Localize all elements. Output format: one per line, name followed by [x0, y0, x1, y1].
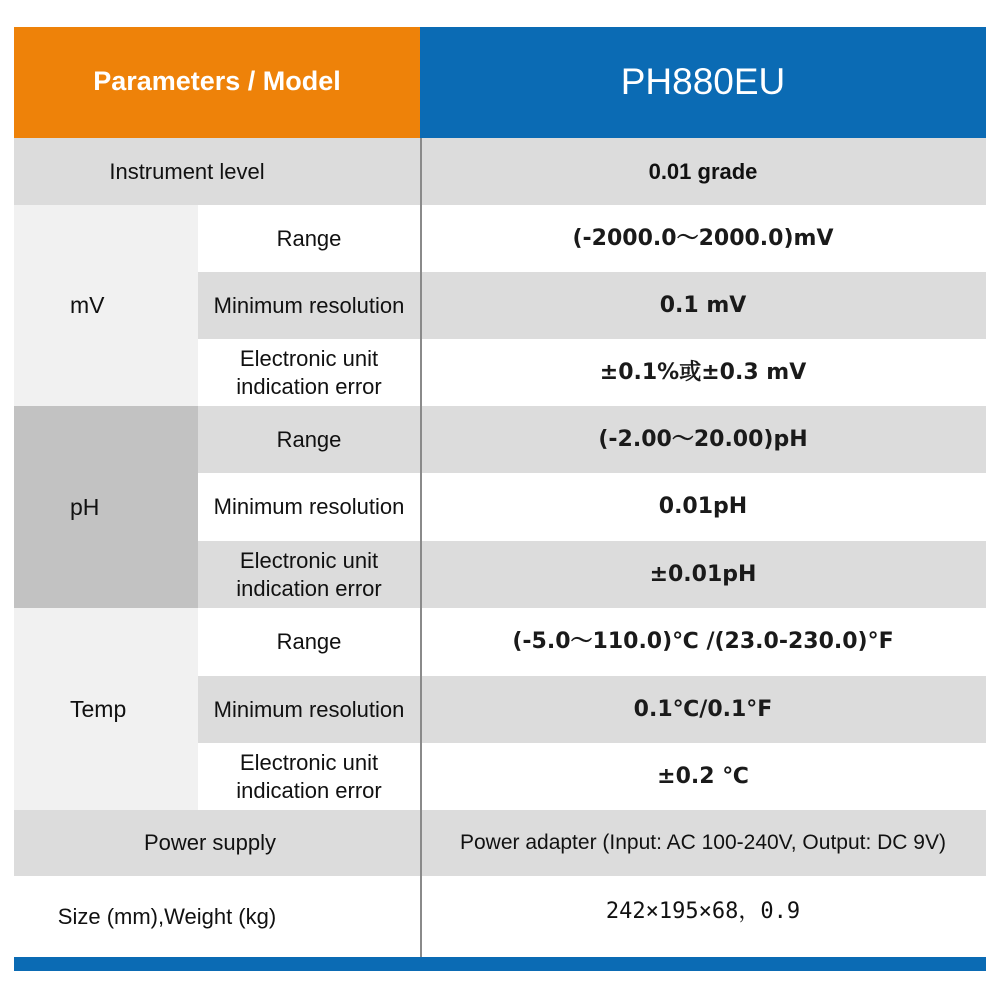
instrument-level-text: Instrument level: [109, 158, 265, 184]
temp-error-label: [198, 743, 420, 810]
ph-error-value-text: ±0.01pH: [649, 561, 757, 587]
size-weight-value-text: 242×195×68，0.9: [605, 899, 801, 924]
ph-range-label: [198, 406, 420, 473]
ph-error-label-line1: Electronic unit: [239, 548, 379, 573]
instrument-level-label: [14, 138, 420, 205]
temp-resolution-value: [420, 676, 986, 743]
ph-range-value: [420, 406, 986, 473]
ph-resolution-label: [198, 473, 420, 541]
group-mv: [14, 205, 198, 406]
instrument-level-value: [420, 138, 986, 205]
ph-resolution-label-text: Minimum resolution: [213, 494, 405, 520]
bottom-accent-bar: [14, 957, 986, 971]
instrument-level-value-text: 0.01 grade: [648, 158, 758, 184]
model-header: [420, 27, 986, 138]
mv-error-label-line2: indication error: [236, 373, 382, 399]
column-divider: [420, 138, 422, 957]
parameters-model-label: Parameters / Model: [93, 66, 341, 96]
ph-resolution-value: [420, 473, 986, 541]
mv-error-value-text: ±0.1%或±0.3 mV: [599, 359, 807, 385]
mv-range-label: [198, 205, 420, 272]
group-ph-label: pH: [70, 493, 100, 520]
power-supply-label: [14, 810, 420, 876]
mv-range-value: [420, 205, 986, 272]
temp-range-label: [198, 608, 420, 676]
mv-range-label-text: Range: [276, 225, 342, 251]
ph-range-label-text: Range: [276, 426, 342, 452]
mv-resolution-value: [420, 272, 986, 339]
model-name: PH880EU: [620, 61, 786, 103]
ph-error-label: [198, 541, 420, 608]
ph-error-value: [420, 541, 986, 608]
group-ph: [14, 406, 198, 608]
ph-resolution-value-text: 0.01pH: [658, 494, 748, 520]
temp-error-label-line2: indication error: [236, 777, 382, 803]
group-temp: [14, 608, 198, 810]
mv-resolution-label: [198, 272, 420, 339]
temp-range-value-text: (-5.0～110.0)℃ /(23.0-230.0)°F: [512, 629, 894, 655]
group-temp-label: Temp: [70, 695, 127, 722]
spec-table: [14, 27, 986, 957]
size-weight-value: [420, 876, 986, 957]
power-supply-value: [420, 810, 986, 876]
temp-resolution-value-text: 0.1℃/0.1°F: [633, 696, 773, 722]
power-supply-label-text: Power supply: [143, 830, 277, 856]
mv-resolution-value-text: 0.1 mV: [659, 292, 747, 318]
group-mv-label: mV: [70, 292, 105, 319]
size-weight-label: [14, 876, 420, 957]
temp-range-value: [420, 608, 986, 676]
ph-error-label-line2: indication error: [236, 575, 382, 601]
temp-resolution-label: [198, 676, 420, 743]
size-weight-label-text: Size (mm),Weight (kg): [57, 903, 277, 929]
temp-error-value-text: ±0.2 ℃: [657, 763, 749, 789]
temp-error-value: [420, 743, 986, 810]
temp-resolution-label-text: Minimum resolution: [213, 696, 405, 722]
mv-error-label-line1: Electronic unit: [239, 346, 379, 371]
power-supply-value-text: Power adapter (Input: AC 100-240V, Output: DC 9V): [459, 830, 946, 854]
temp-range-label-text: Range: [276, 629, 342, 655]
temp-error-label-line1: Electronic unit: [239, 750, 379, 775]
mv-error-label: [198, 339, 420, 406]
parameters-model-header: [14, 27, 420, 138]
mv-error-value: [420, 339, 986, 406]
mv-range-value-text: (-2000.0～2000.0)mV: [572, 225, 834, 251]
mv-resolution-label-text: Minimum resolution: [213, 292, 405, 318]
ph-range-value-text: (-2.00～20.00)pH: [598, 426, 808, 452]
